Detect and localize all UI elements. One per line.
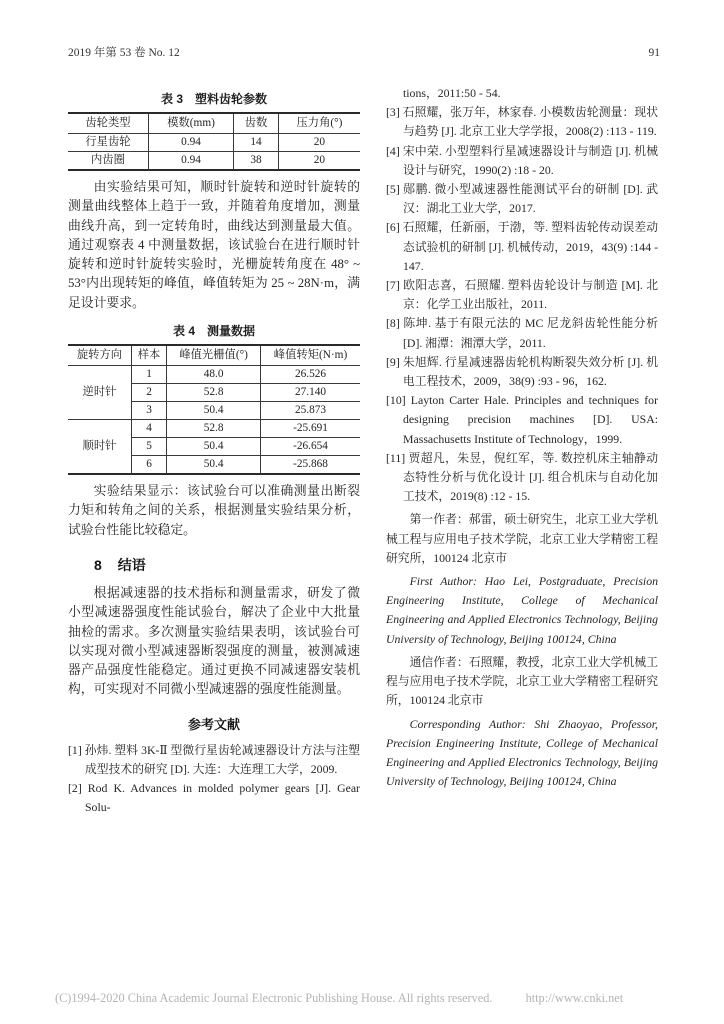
reference-item: [2] Rod K. Advances in molded polymer gears [J]. Gear Solu- <box>68 781 360 815</box>
column-header: 齿数 <box>234 113 279 134</box>
references-heading: 参考文献 <box>187 716 240 732</box>
cell: 0.94 <box>148 134 233 152</box>
cell: 6 <box>131 456 166 475</box>
column-header: 峰值转矩(N·m) <box>261 345 360 366</box>
cnki-url: http://www.cnki.net <box>525 991 624 1005</box>
cell: -25.868 <box>261 456 360 475</box>
direction-cell: 逆时针 <box>68 366 131 420</box>
cell: 26.526 <box>261 366 360 384</box>
section-title: 结语 <box>117 556 146 573</box>
section-number: 8 <box>94 556 102 573</box>
cell: 1 <box>131 366 166 384</box>
table4-label: 表 4 <box>172 324 195 339</box>
first-author-info-en: First Author: Hao Lei, Postgraduate, Precision Engineering Institute, College of Mechanical Engineering and Applied Electronics Technology, Beijing University of Technology, Beijing 100124, China <box>386 574 658 646</box>
cell: 52.8 <box>167 420 261 438</box>
reference-continuation: tions，2011:50 - 54. <box>403 86 501 100</box>
copyright-text: (C)1994-2020 China Academic Journal Electronic Publishing House. All rights reserved. <box>55 991 493 1005</box>
column-header: 模数(mm) <box>148 113 233 134</box>
table-row <box>68 420 360 438</box>
reference-item: [1] 孙炜. 塑料 3K-Ⅱ 型微行星齿轮减速器设计方法与注塑成型技术的研究 [D]. 大连：大连理工大学，2009. <box>68 742 360 776</box>
cell: 50.4 <box>167 456 261 475</box>
reference-item: [6] 石照耀，任新丽，于渤，等. 塑料齿轮传动误差动态试验机的研制 [J]. 机械传动，2019，43(9) :144 - 147. <box>386 220 658 273</box>
column-header: 峰值光栅值(°) <box>167 345 261 366</box>
page-number: 91 <box>648 47 660 59</box>
plastic-gear-parameters-table <box>68 112 360 171</box>
right-column <box>386 84 658 818</box>
table3-label: 表 3 <box>160 92 183 106</box>
first-author-info-cn: 第一作者：郝雷，硕士研究生，北京工业大学机械工程与应用电子技术学院，北京工业大学精密工程研究所，100124 北京市 <box>386 512 658 565</box>
column-header: 齿轮类型 <box>68 113 148 134</box>
section-8-heading <box>68 555 360 575</box>
reference-item: [9] 朱旭辉. 行星减速器齿轮机构断裂失效分析 [J]. 机电工程技术，2009，38(9) :93 - 96，162. <box>386 354 658 389</box>
column-header: 旋转方向 <box>68 345 131 366</box>
corresponding-author-info-cn: 通信作者：石照耀，教授，北京工业大学机械工程与应用电子技术学院，北京工业大学精密工程研究所，100124 北京市 <box>386 654 658 708</box>
table3-caption: 塑料齿轮参数 <box>195 92 268 106</box>
reference-item: [5] 郧鹏. 微小型减速器性能测试平台的研制 [D]. 武汉：湖北工业大学，2017. <box>386 182 658 216</box>
cell: 0.94 <box>148 152 233 171</box>
cell: 4 <box>131 420 166 438</box>
cell: 2 <box>131 384 166 402</box>
cell: 14 <box>234 134 279 152</box>
two-column-layout <box>68 84 658 818</box>
cell: 38 <box>234 152 279 171</box>
reference-item: [8] 陈坤. 基于有限元法的 MC 尼龙斜齿轮性能分析 [D]. 湘潭：湘潭大学，2011. <box>386 316 658 350</box>
table4-caption: 测量数据 <box>207 324 256 339</box>
left-column <box>68 84 360 818</box>
table-row <box>68 152 360 171</box>
measurement-data-table <box>68 344 360 475</box>
cell: 20 <box>278 134 360 152</box>
cell: 27.140 <box>261 384 360 402</box>
direction-cell: 顺时针 <box>68 420 131 475</box>
table-header-row <box>68 345 360 366</box>
page-header <box>68 44 660 60</box>
conclusion-paragraph: 根据减速器的技术指标和测量需求，研发了微小型减速器强度性能试验台，解决了企业中大批量抽检的需求。多次测量实验结果表明，该试验台可以实现对微小型减速器断裂强度的测量，被测减速器产品强度性能稳定。通过更换不同减速器安装机构，可实现对不同微小型减速器的强度性能测量。 <box>68 585 360 697</box>
table-row <box>68 366 360 384</box>
cell: -26.654 <box>261 438 360 456</box>
table4-title <box>68 322 360 339</box>
body-paragraph: 实验结果显示：该试验台可以准确测量出断裂力矩和转角之间的关系，根据测量实验结果分析，试验台性能比较稳定。 <box>68 484 360 537</box>
cell: 5 <box>131 438 166 456</box>
reference-item: [4] 宋中荣. 小型塑料行星减速器设计与制造 [J]. 机械设计与研究，1990(2) :18 - 20. <box>386 143 658 177</box>
cell: 50.4 <box>167 402 261 420</box>
corresponding-author-info-en: Corresponding Author: Shi Zhaoyao, Professor, Precision Engineering Institute, College of Mechanical Engineering and Applied Electronics Technology, Beijing University of Technology, Beijing 100124, China <box>386 716 658 789</box>
column-header: 样本 <box>131 345 166 366</box>
table3-title <box>68 90 360 107</box>
column-header: 压力角(°) <box>278 113 360 134</box>
cell: -25.691 <box>261 420 360 438</box>
copyright-footer <box>55 991 694 1006</box>
cell: 25.873 <box>261 402 360 420</box>
cell: 20 <box>278 152 360 171</box>
reference-item: [10] Layton Carter Hale. Principles and techniques for designing precision machines [D]. USA: Massachusetts Institute of Technology，1999. <box>386 393 658 446</box>
reference-item: [7] 欧阳志喜，石照耀. 塑料齿轮设计与制造 [M]. 北京：化学工业出版社，2011. <box>386 278 658 312</box>
cell: 行星齿轮 <box>68 134 148 152</box>
cell: 3 <box>131 402 166 420</box>
reference-item: [3] 石照耀，张万年，林家春. 小模数齿轮测量：现状与趋势 [J]. 北京工业大学学报，2008(2) :113 - 119. <box>386 105 658 139</box>
cell: 48.0 <box>167 366 261 384</box>
cell: 50.4 <box>167 438 261 456</box>
table-header-row <box>68 113 360 134</box>
cell: 52.8 <box>167 384 261 402</box>
reference-item: [11] 贾超凡，朱昱，倪红军，等. 数控机床主轴静动态特性分析与优化设计 [J]. 组合机床与自动化加工技术，2019(8) :12 - 15. <box>386 450 658 504</box>
cell: 内齿圈 <box>68 152 148 171</box>
table-row <box>68 134 360 152</box>
journal-issue-info: 2019 年第 53 卷 No. 12 <box>68 47 180 59</box>
body-paragraph: 由实验结果可知，顺时针旋转和逆时针旋转的测量曲线整体上趋于一致，并随着角度增加，测量曲线升高，到一定转角时，曲线达到测量最大值。通过观察表 4 中测量数据，该试验台在进行顺时针旋转和逆时针旋转实验时，光栅旋转角度在 48° ~ 53°内出现转矩的峰值，峰值转矩为 25 ~ 28N·m，满足设计要求。 <box>68 180 360 310</box>
